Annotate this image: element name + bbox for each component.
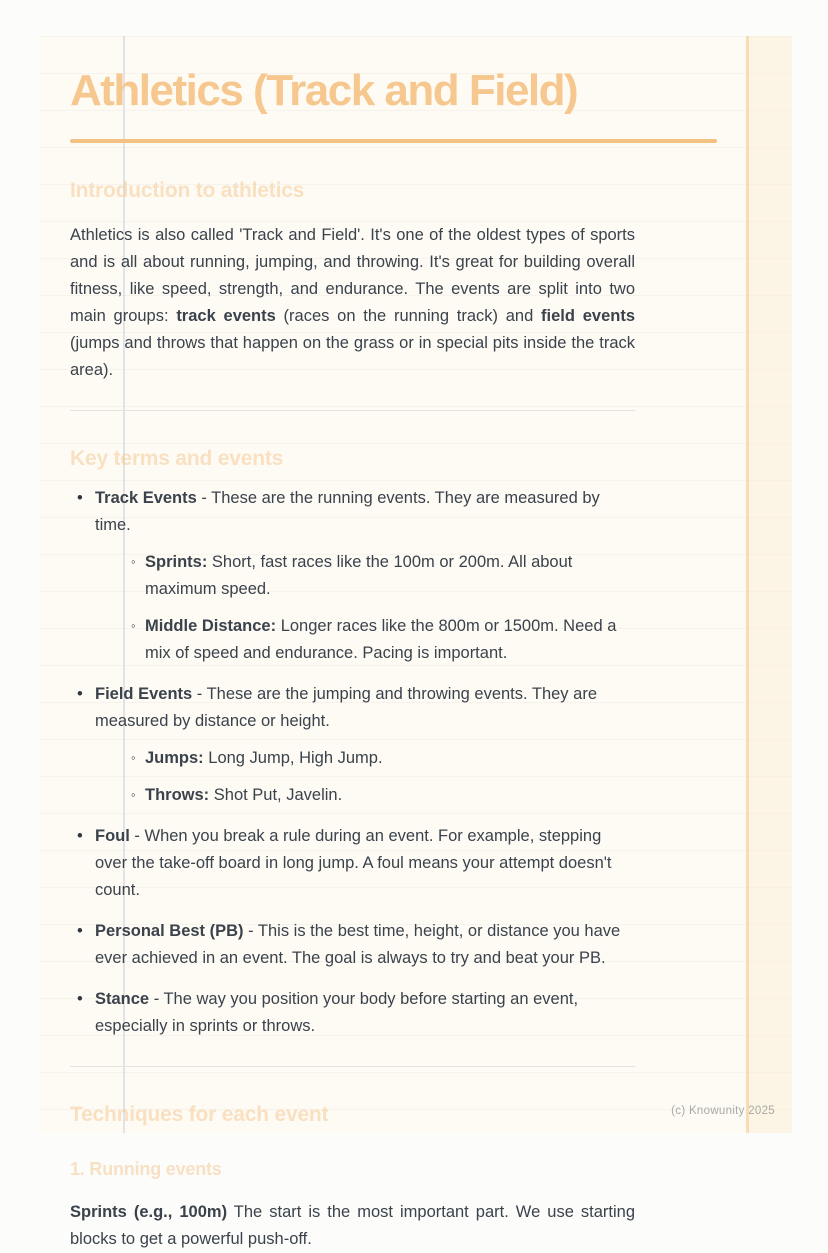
- key-term-sub-item: [95, 549, 635, 603]
- section-heading-introduction: Introduction to athletics: [70, 178, 305, 202]
- paragraph-bold-text: Sprints (e.g., 100m): [70, 1202, 228, 1221]
- key-term-description: - This is the best time, height, or distance you have ever achieved in an event. The goal is always to try and beat your PB.: [95, 921, 621, 967]
- key-term-item: [70, 681, 635, 809]
- intro-paragraph: [70, 222, 635, 384]
- key-term-name: Personal Best (PB): [95, 921, 244, 940]
- circle-bullet-icon: ◦: [131, 749, 136, 765]
- key-term-name: Track Events: [95, 488, 197, 507]
- sub-term-name: Middle Distance:: [145, 616, 277, 635]
- circle-bullet-icon: ◦: [131, 617, 136, 633]
- section-divider: [70, 410, 635, 411]
- paragraph-text: (races on the running track) and: [275, 306, 542, 325]
- title-underline-rule: [70, 139, 717, 143]
- page-title: Athletics (Track and Field): [70, 66, 578, 115]
- section-heading-techniques: Techniques for each event: [70, 1102, 329, 1126]
- key-term-name: Field Events: [95, 684, 193, 703]
- bullet-icon: •: [77, 921, 83, 940]
- key-terms-list: [70, 485, 635, 1040]
- key-term-sub-item: [95, 745, 635, 772]
- key-term-name: Foul: [95, 826, 130, 845]
- key-term-description: - These are the running events. They are measured by time.: [95, 488, 600, 534]
- sub-term-name: Throws:: [145, 785, 210, 804]
- paragraph-text: The start is the most important part. We use starting blocks to get a powerful push-off.: [70, 1202, 635, 1248]
- sub-term-description: Long Jump, High Jump.: [203, 748, 383, 767]
- bullet-icon: •: [77, 684, 83, 703]
- paragraph-bold-text: field events: [541, 306, 635, 325]
- subsection-heading-running-events: 1. Running events: [70, 1158, 222, 1179]
- page-content: [40, 66, 792, 1253]
- key-term-item: [70, 986, 635, 1040]
- section-heading-key-terms: Key terms and events: [70, 446, 284, 470]
- notes-page: [40, 36, 792, 1248]
- sub-term-name: Sprints:: [145, 552, 208, 571]
- key-term-sub-item: [95, 613, 635, 667]
- key-term-name: Stance: [95, 989, 150, 1008]
- circle-bullet-icon: ◦: [131, 786, 136, 802]
- bullet-icon: •: [77, 826, 83, 845]
- bullet-icon: •: [77, 989, 83, 1008]
- key-term-item: [70, 823, 635, 904]
- key-term-sub-item: [95, 782, 635, 809]
- circle-bullet-icon: ◦: [131, 553, 136, 569]
- key-term-item: [70, 485, 635, 667]
- key-term-item: [70, 918, 635, 972]
- bullet-icon: •: [77, 488, 83, 507]
- sub-term-description: Longer races like the 800m or 1500m. Need a mix of speed and endurance. Pacing is important.: [145, 616, 617, 662]
- paragraph-text: Athletics is also called 'Track and Field'. It's one of the oldest types of sports and is all about running, jumping, and throwing. It's great for building overall fitness, like speed, strength, and endurance. The events are split into two main groups:: [70, 225, 635, 325]
- section-divider: [70, 1066, 635, 1067]
- paragraph-text: (jumps and throws that happen on the grass or in special pits inside the track area).: [70, 333, 635, 379]
- sub-term-name: Jumps:: [145, 748, 204, 767]
- key-term-description: - The way you position your body before starting an event, especially in sprints or throws.: [95, 989, 579, 1035]
- key-term-description: - When you break a rule during an event. For example, stepping over the take-off board in long jump. A foul means your attempt doesn't count.: [95, 826, 612, 899]
- sub-term-description: Short, fast races like the 100m or 200m. All about maximum speed.: [145, 552, 573, 598]
- sub-term-description: Shot Put, Javelin.: [209, 785, 343, 804]
- sprints-paragraph: [70, 1199, 635, 1253]
- copyright-footer: (c) Knowunity 2025: [671, 1105, 775, 1117]
- key-term-description: - These are the jumping and throwing events. They are measured by distance or height.: [95, 684, 597, 730]
- paragraph-bold-text: track events: [176, 306, 276, 325]
